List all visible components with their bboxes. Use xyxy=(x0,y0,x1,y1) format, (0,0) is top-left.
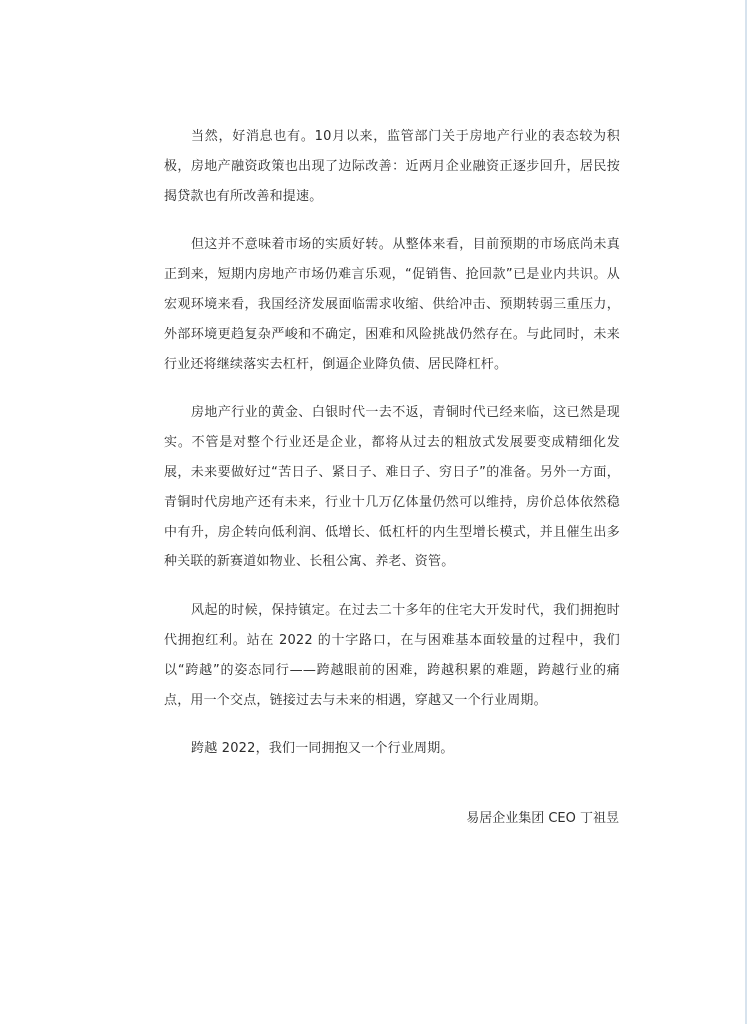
letter-body xyxy=(164,122,620,783)
paragraph-bronze-era: 房地产行业的黄金、白银时代一去不返，青铜时代已经来临，这已然是现实。不管是对整个行业还是企业，都将从过去的粗放式发展要变成精细化发展，未来要做好过“苦日子、紧日子、难日子、穷日子”的准备。另外一方面，青铜时代房地产还有未来，行业十几万亿体量仍然可以维持，房价总体依然稳中有升，房企转向低利润、低增长、低杠杆的内生型增长模式，并且催生出多种关联的新赛道如物业、长租公寓、养老、资管。 xyxy=(164,405,620,570)
paragraph-stay-calm: 风起的时候，保持镇定。在过去二十多年的住宅大开发时代，我们拥抱时代拥抱红利。站在 2022 的十字路口，在与困难基本面较量的过程中，我们以“跨越”的姿态同行——跨越眼前的困难，跨越积累的难题，跨越行业的痛点，用一个交点，链接过去与未来的相遇，穿越又一个行业周期。 xyxy=(164,603,620,708)
signature: 易居企业集团 CEO 丁祖昱 xyxy=(466,811,619,826)
paragraph-closing: 跨越 2022，我们一同拥抱又一个行业周期。 xyxy=(191,741,454,757)
paragraph-good-news: 当然，好消息也有。10月以来，监管部门关于房地产行业的表态较为积极，房地产融资政策也出现了边际改善：近两月企业融资正逐步回升，居民按揭贷款也有所改善和提速。 xyxy=(164,129,620,204)
paragraph-market-outlook: 但这并不意味着市场的实质好转。从整体来看，目前预期的市场底尚未真正到来，短期内房地产市场仍难言乐观，“促销售、抢回款”已是业内共识。从宏观环境来看，我国经济发展面临需求收缩、供给冲击、预期转弱三重压力，外部环境更趋复杂严峻和不确定，困难和风险挑战仍然存在。与此同时，未来行业还将继续落实去杠杆，倒逼企业降负债、居民降杠杆。 xyxy=(164,237,620,372)
